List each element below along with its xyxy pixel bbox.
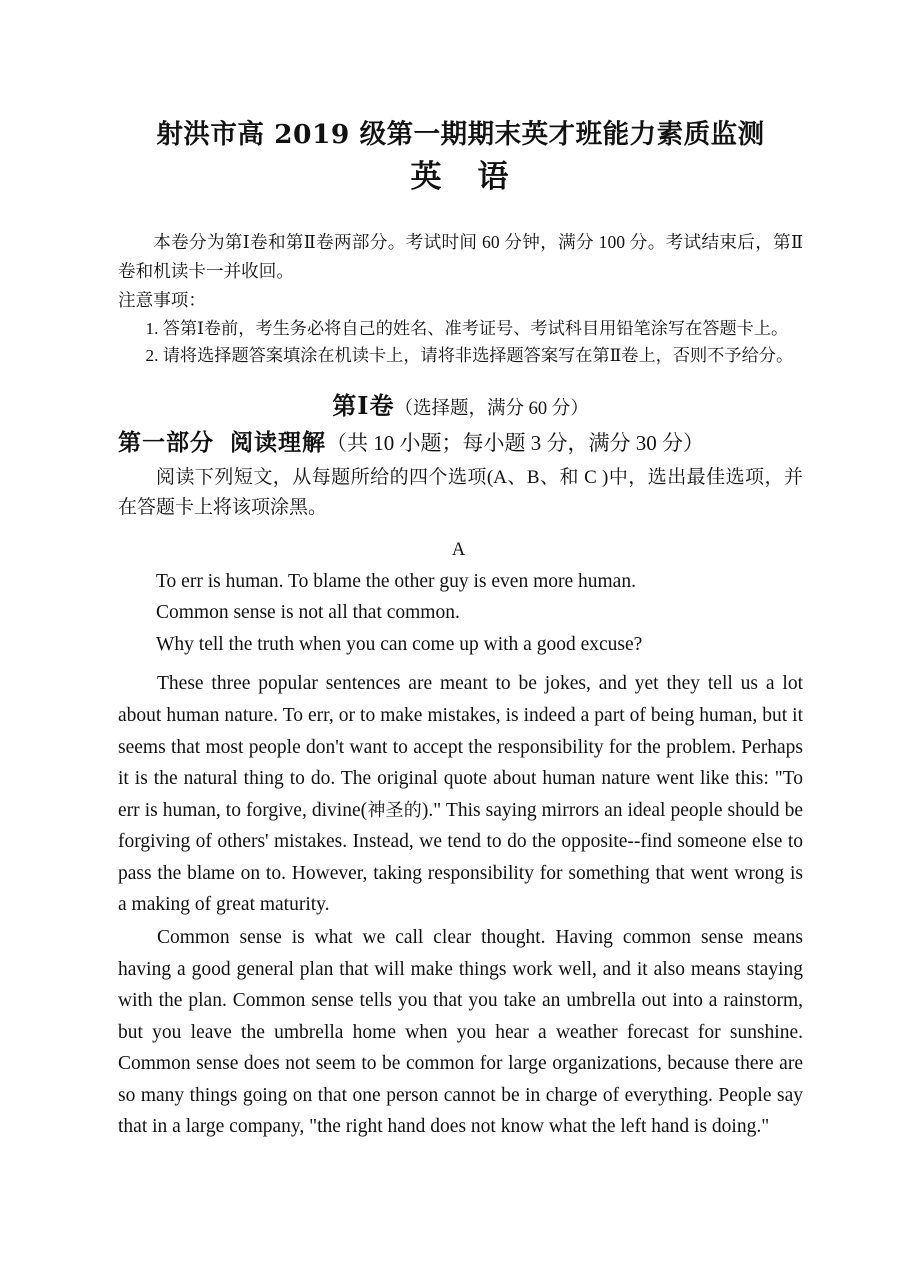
part-one-name: 阅读理解: [230, 429, 326, 457]
section-heading-part-one: [118, 427, 803, 458]
subject-title-left: 英: [410, 159, 444, 196]
part-one-detail: （共 10 小题；每小题 3 分，满分 30 分）: [326, 431, 704, 456]
passage-marker-a: A: [451, 540, 466, 561]
subject-title-right: 语: [477, 159, 511, 196]
page-content: [118, 0, 803, 1143]
paper-info-text: 本卷分为第Ⅰ卷和第Ⅱ卷两部分。考试时间 60 分钟，满分 100 分。考试结束后，第Ⅱ卷和机读卡一并收回。: [118, 232, 803, 281]
notice-item-1: 1. 答第Ⅰ卷前，考生务必将自己的姓名、准考证号、考试科目用铅笔涂写在答题卡上。: [145, 318, 789, 338]
passage-opening-line-3: Why tell the truth when you can come up with a good excuse?: [156, 633, 643, 655]
passage-opening-line-2: Common sense is not all that common.: [156, 602, 460, 624]
passage-paragraph-1: [118, 668, 803, 921]
section-heading-juan-one: [118, 390, 803, 421]
passage-paragraph-1-part2: )." This saying mirrors an ideal people should be forgiving of others' mistakes. Instead, we tend to do the opposite--find someone else to pass the blame on to. However, taking responsibility for something that went wrong is a making of great maturity.: [118, 799, 804, 916]
juan-one-label: 第Ⅰ卷: [332, 391, 395, 421]
notice-item-2: 2. 请将选择题答案填涂在机读卡上，请将非选择题答案写在第Ⅱ卷上，否则不予给分。: [145, 346, 794, 366]
part-one-label: 第一部分: [118, 429, 214, 457]
passage-paragraph-1-chinese-gloss: 神圣的: [367, 799, 422, 821]
instructions-block: [118, 228, 803, 285]
page-title: 射洪市高 2019 级第一期期末英才班能力素质监测: [156, 119, 765, 150]
reading-instruction: 阅读下列短文，从每题所给的四个选项(A、B、和 C )中，选出最佳选项，并在答题卡上将该项涂黑。: [118, 466, 803, 519]
subject-title: [118, 155, 803, 200]
passage-paragraph-1-part1: These three popular sentences are meant to be jokes, and yet they tell us a lot about human nature. To err, or to make mistakes, is indeed a part of being human, but it seems that most people don't want to accept the responsibility for the problem. Perhaps it is the natural thing to do. The original quote about human nature went like this: "To err is human, to forgive, divine(: [118, 673, 803, 821]
passage-opening-line-1: To err is human. To blame the other guy is even more human.: [156, 570, 636, 592]
notice-label: 注意事项：: [118, 290, 206, 311]
passage-paragraph-2: Common sense is what we call clear thought. Having common sense means having a good general plan that will make things work well, and it also means staying with the plan. Common sense tells you that you take an umbrella out into a rainstorm, but you leave the umbrella home when you hear a weather forecast for sunshine. Common sense does not seem to be common for large organizations, because there are so many things going on that one person cannot be in charge of everything. People say that in a large company, "the right hand does not know what the left hand is doing.": [118, 927, 803, 1138]
juan-one-detail: （选择题，满分 60 分）: [394, 399, 589, 420]
